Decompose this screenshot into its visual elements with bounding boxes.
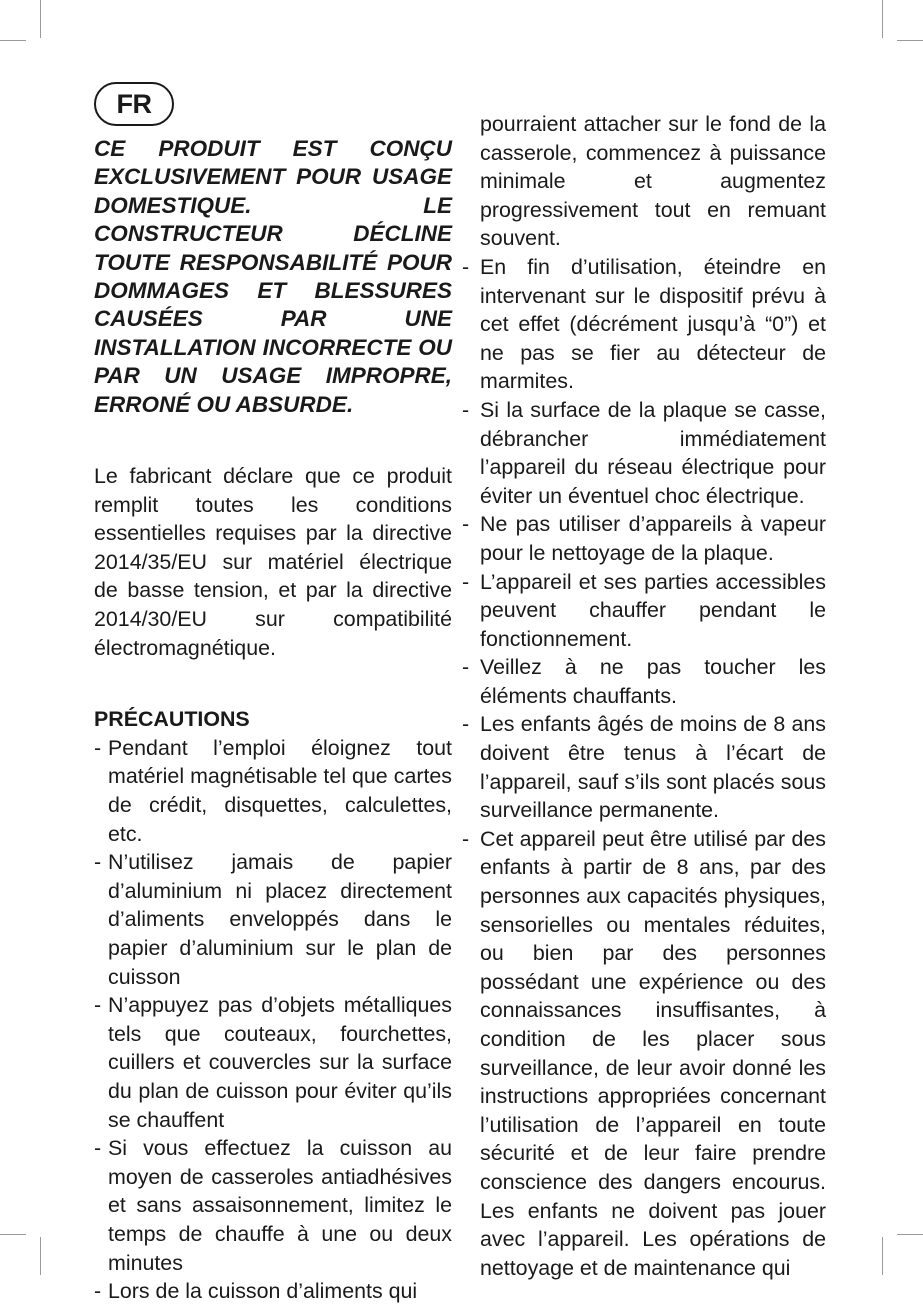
list-item: - Veillez à ne pas toucher les éléments chauffants. xyxy=(462,653,826,710)
crop-mark-top-left xyxy=(40,0,41,38)
language-badge: FR xyxy=(94,82,174,126)
crop-mark-top-right-h xyxy=(897,40,923,41)
list-item: - N’utilisez jamais de papier d’aluminium ni placez directement d’aliments enveloppés dans le papier d’aluminium sur le plan de cuisson xyxy=(94,848,452,991)
list-item: - L’appareil et ses parties accessibles peuvent chauffer pendant le fonctionnement. xyxy=(462,568,826,654)
crop-mark-top-left-h xyxy=(0,40,26,41)
crop-mark-bottom-left-h xyxy=(0,1234,26,1235)
crop-mark-bottom-left xyxy=(40,1237,41,1275)
crop-mark-top-right xyxy=(882,0,883,38)
list-item: - Ne pas utiliser d’appareils à vapeur pour le nettoyage de la plaque. xyxy=(462,510,826,567)
crop-mark-bottom-right xyxy=(882,1237,883,1275)
list-item: - En fin d’utilisation, éteindre en intervenant sur le dispositif prévu à cet effet (décrément jusqu’à “0”) et ne pas se fier au détecteur de marmites. xyxy=(462,253,826,396)
crop-mark-bottom-right-h xyxy=(897,1234,923,1235)
list-item: - Cet appareil peut être utilisé par des enfants à partir de 8 ans, par des personnes aux capacités physiques, sensorielles ou mentales réduites, ou bien par des personnes possédant une expérience ou des connaissances insuffisantes, à condition de les placer sous surveillance, de leur avoir donné les instructions appropriées concernant l’utilisation de l’appareil en toute sécurité et de leur faire prendre conscience des dangers encourus. Les enfants ne doivent pas jouer avec l’appareil. Les opérations de nettoyage et de maintenance qui xyxy=(462,825,826,1283)
list-item-continuation: pourraient attacher sur le fond de la casserole, commencez à puissance minimale et augmentez progressivement tout en remuant souvent. xyxy=(480,112,826,251)
list-item: - N’appuyez pas d’objets métalliques tels que couteaux, fourchettes, cuillers et couvercles sur la surface du plan de cuisson pour éviter qu’ils se chauffent xyxy=(94,991,452,1134)
right-column xyxy=(462,110,826,1282)
list-item: - Si vous effectuez la cuisson au moyen de casseroles antiadhésives et sans assaisonnement, limitez le temps de chauffe à une ou deux minutes xyxy=(94,1134,452,1277)
list-item: - Pendant l’emploi éloignez tout matériel magnétisable tel que cartes de crédit, disquettes, calculettes, etc. xyxy=(94,734,452,848)
disclaimer-notice: CE PRODUIT EST CONÇU EXCLUSIVEMENT POUR USAGE DOMESTIQUE. LE CONSTRUCTEUR DÉCLINE TOUTE RESPONSABILITÉ POUR DOMMAGES ET BLESSURES CAUSÉES PAR UNE INSTALLATION INCORRECTE OU PAR UN USAGE IMPROPRE, ERRONÉ OU ABSURDE. xyxy=(94,136,452,417)
list-item: - Lors de la cuisson d’aliments qui xyxy=(94,1277,452,1306)
precautions-list-continued xyxy=(462,110,826,1282)
list-item: - Si la surface de la plaque se casse, débrancher immédiatement l’appareil du réseau électrique pour éviter un éventuel choc électrique. xyxy=(462,396,826,510)
list-item: - Les enfants âgés de moins de 8 ans doivent être tenus à l’écart de l’appareil, sauf s’ils sont placés sous surveillance permanente. xyxy=(462,710,826,824)
conformity-declaration: Le fabricant déclare que ce produit remplit toutes les conditions essentielles requises par la directive 2014/35/EU sur matériel électrique de basse tension, et par la directive 2014/30/EU sur compatibilité électromagnétique. xyxy=(94,464,452,660)
precautions-heading: PRÉCAUTIONS xyxy=(94,707,250,732)
precautions-list xyxy=(94,734,452,1306)
left-column xyxy=(94,135,452,1306)
